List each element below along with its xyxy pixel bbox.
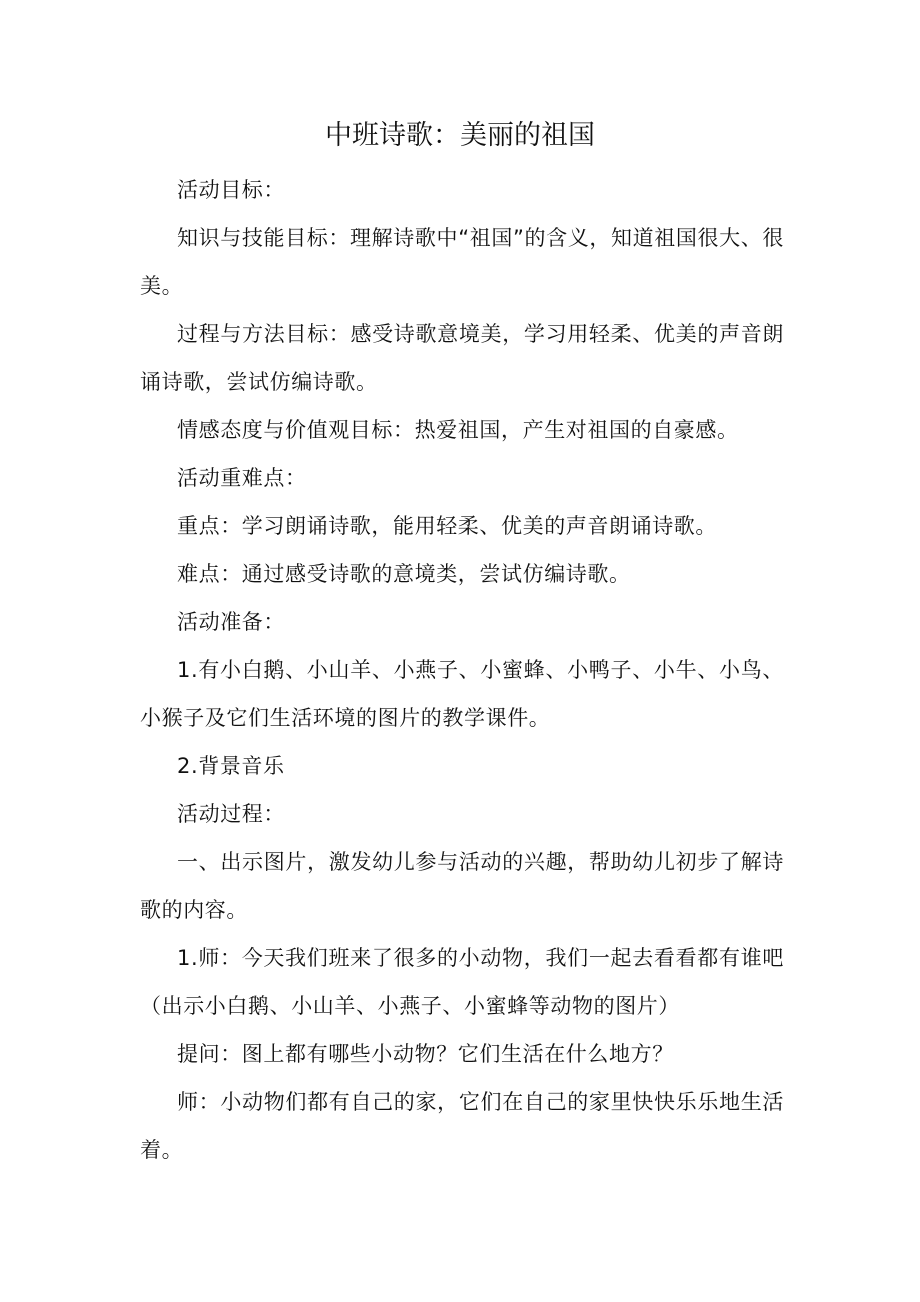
paragraph-preparation-heading: 活动准备：	[177, 610, 285, 634]
paragraph-preparation-item-2: 2.背景音乐	[177, 754, 285, 778]
paragraph-process-goal: 过程与方法目标：感受诗歌意境美，学习用轻柔、优美的声音朗诵诗歌，尝试仿编诗歌。	[140, 322, 784, 394]
page-title: 中班诗歌：美丽的祖国	[325, 120, 595, 151]
paragraph-activity-goals-heading: 活动目标：	[177, 178, 285, 202]
paragraph-emotion-goal: 情感态度与价值观目标：热爱祖国，产生对祖国的自豪感。	[177, 418, 739, 442]
paragraph-step-one: 一、出示图片，激发幼儿参与活动的兴趣，帮助幼儿初步了解诗歌的内容。	[140, 850, 784, 922]
paragraph-teacher-intro: 1.师：今天我们班来了很多的小动物，我们一起去看看都有谁吧（出示小白鹅、小山羊、小燕子、小蜜蜂等动物的图片）	[140, 946, 784, 1018]
paragraph-key-points-heading: 活动重难点：	[177, 466, 307, 490]
paragraph-key-point: 重点：学习朗诵诗歌，能用轻柔、优美的声音朗诵诗歌。	[177, 514, 717, 538]
paragraph-knowledge-goal: 知识与技能目标：理解诗歌中“祖国”的含义，知道祖国很大、很美。	[140, 226, 784, 298]
paragraph-question: 提问：图上都有哪些小动物？它们生活在什么地方？	[177, 1042, 674, 1066]
paragraph-difficulty: 难点：通过感受诗歌的意境类，尝试仿编诗歌。	[177, 562, 631, 586]
paragraph-preparation-item-1: 1.有小白鹅、小山羊、小燕子、小蜜蜂、小鸭子、小牛、小鸟、小猴子及它们生活环境的图片的教学课件。	[140, 658, 784, 730]
document-body	[140, 166, 784, 1174]
paragraph-teacher-summary: 师：小动物们都有自己的家，它们在自己的家里快快乐乐地生活着。	[140, 1090, 784, 1162]
paragraph-process-heading: 活动过程：	[177, 802, 285, 826]
